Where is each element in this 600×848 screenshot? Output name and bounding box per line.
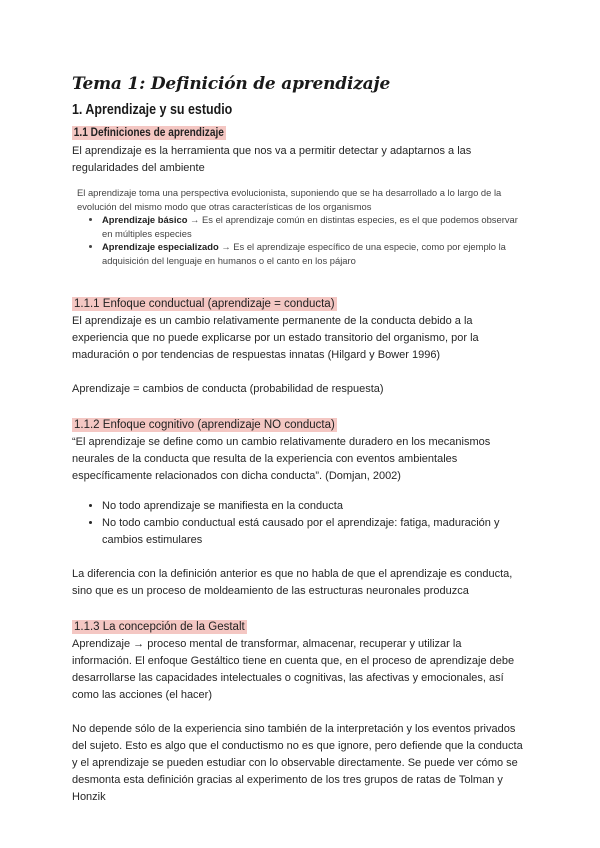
gestalt-paragraph: No depende sólo de la experiencia sino también de la interpretación y los eventos privados del sujeto. Esto es algo que el conductismo no es que ignore, pero defiende que la conducta y el aprendizaje se pueden estudiar con lo observable directamente. Se puede ver cómo se desmonta esta definición gracias al experimento de los tres grupos de ratas de Tolman y Honzik <box>72 723 523 803</box>
document-page <box>72 74 524 806</box>
subsection-heading-conductual: 1.1.1 Enfoque conductual (aprendizaje = conducta) <box>74 298 335 310</box>
cognitivo-quote: “El aprendizaje se define como un cambio relativamente duradero en los mecanismos neurales de la conducta que resulta de la experiencia con eventos ambientales específicamente relacionados con dicha conducta”. (Domjan, 2002) <box>72 436 491 482</box>
conductual-formula: Aprendizaje = cambios de conducta (probabilidad de respuesta) <box>72 383 384 395</box>
evolution-paragraph: El aprendizaje toma una perspectiva evolucionista, suponiendo que se ha desarrollado a lo largo de la evolución del mismo modo que otras características de los organismos <box>77 187 502 212</box>
cognitivo-list <box>72 498 524 549</box>
evolution-list <box>72 213 524 267</box>
conductual-definition: El aprendizaje es un cambio relativamente permanente de la conducta debido a la experiencia que no puede explicarse por un estado transitorio del organismo, por la maduración o por tendencias de respuestas innatas (Hilgard y Bower 1996) <box>72 315 479 361</box>
page-title: Tema 1: Definición de aprendizaje <box>72 74 391 94</box>
list-item: • Aprendizaje especializado → Es el aprendizaje específico de una especie, como por ejemplo la adquisición del lenguaje en humanos o el canto en los pájaro <box>102 240 524 267</box>
list-item: • No todo aprendizaje se manifiesta en la conducta <box>102 498 524 515</box>
list-item: • No todo cambio conductual está causado por el aprendizaje: fatiga, maduración y cambios estimulares <box>102 515 524 549</box>
cognitivo-difference: La diferencia con la definición anterior es que no habla de que el aprendizaje es conducta, sino que es un proceso de moldeamiento de las estructuras neuronales produzca <box>72 568 513 597</box>
section-heading: 1. Aprendizaje y su estudio <box>72 102 233 118</box>
list-item: • Aprendizaje básico → Es el aprendizaje común en distintas especies, es el que podemos observar en múltiples especies <box>102 213 524 240</box>
subsection-heading-definitions: 1.1 Definiciones de aprendizaje <box>73 127 224 139</box>
subsection-heading-cognitivo: 1.1.2 Enfoque cognitivo (aprendizaje NO conducta) <box>74 419 335 431</box>
gestalt-definition: Aprendizaje → proceso mental de transformar, almacenar, recuperar y utilizar la información. El enfoque Gestáltico tiene en cuenta que, en el proceso de aprendizaje debe desarrollarse las capacidades intelectuales o cognitivas, las afectivas y emocionales, así como las acciones (el hacer) <box>72 638 515 701</box>
intro-paragraph: El aprendizaje es la herramienta que nos va a permitir detectar y adaptarnos a las regularidades del ambiente <box>72 145 472 174</box>
subsection-heading-gestalt: 1.1.3 La concepción de la Gestalt <box>74 621 245 633</box>
